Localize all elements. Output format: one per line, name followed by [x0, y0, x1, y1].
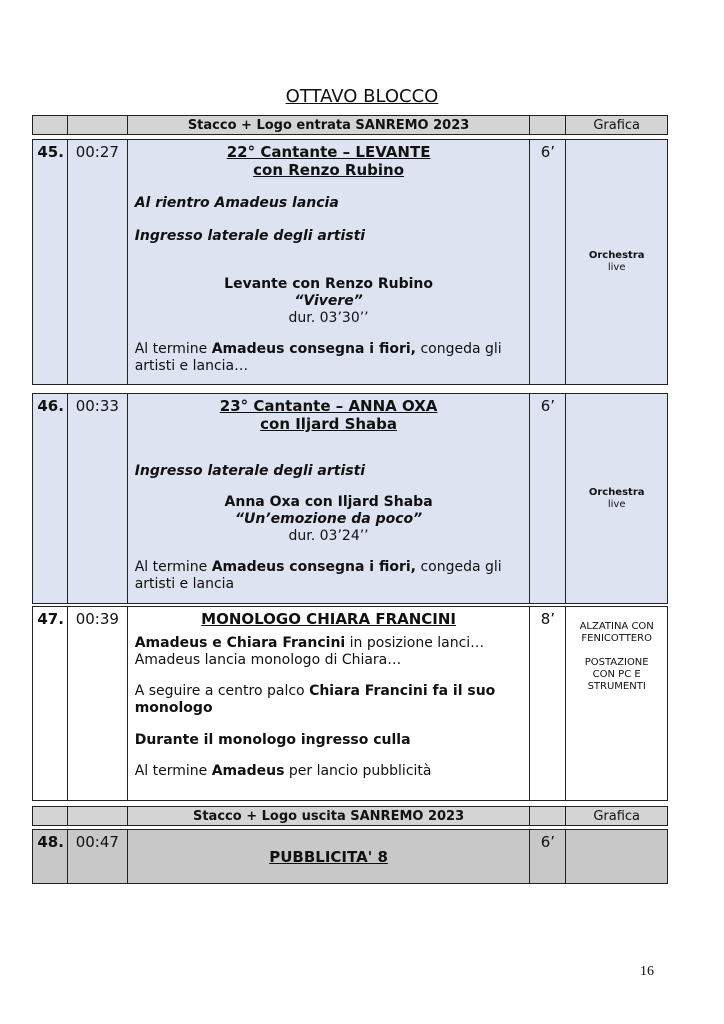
cell-empty — [530, 116, 566, 134]
row-notes — [566, 140, 667, 384]
row-content — [128, 830, 531, 883]
row-content — [128, 140, 531, 384]
para-bold: Amadeus e Chiara Francini — [134, 635, 346, 651]
cell-empty — [68, 807, 128, 825]
paragraph — [135, 683, 523, 717]
closing-bold: Amadeus consegna i fiori, — [211, 559, 416, 575]
para-text: Al termine — [134, 763, 212, 779]
stacco-uscita-label: Stacco + Logo uscita SANREMO 2023 — [128, 807, 531, 825]
closing-bold: Amadeus consegna i fiori, — [211, 341, 416, 357]
row-time: 00:39 — [68, 607, 128, 800]
note-bold: Orchestra — [588, 486, 645, 498]
cell-empty — [68, 116, 128, 134]
paragraph: Durante il monologo ingresso culla — [134, 732, 411, 748]
song-artist: Anna Oxa con Iljard Shaba — [224, 494, 433, 510]
stacco-uscita-note: Grafica — [593, 808, 640, 824]
cell-empty — [33, 807, 68, 825]
para-text: in posizione lanci… — [345, 635, 485, 651]
row-duration: 6’ — [530, 394, 566, 603]
row-notes — [566, 607, 667, 800]
rundown-row-47 — [32, 606, 668, 801]
para-text: A seguire a centro palco — [134, 683, 310, 699]
row-content — [128, 394, 531, 603]
row-subtitle: con Iljard Shaba — [260, 415, 398, 433]
note-text: POSTAZIONE CON PC E STRUMENTI — [584, 657, 649, 692]
stacco-entrata-note: Grafica — [593, 117, 640, 133]
row-time: 00:27 — [68, 140, 128, 384]
row-number: 47. — [33, 607, 68, 800]
closing-text: congeda gli artisti e lancia… — [134, 341, 502, 374]
song-duration: dur. 03’24’’ — [288, 528, 369, 544]
note-text: live — [607, 498, 626, 510]
song-block — [135, 276, 523, 327]
row-title: 22° Cantante – LEVANTE — [226, 143, 431, 161]
rundown-row-48 — [32, 829, 668, 884]
cue-line: Ingresso laterale degli artisti — [134, 228, 366, 244]
paragraph — [135, 635, 523, 652]
song-duration: dur. 03’30’’ — [288, 310, 369, 326]
note-bold: Orchestra — [588, 250, 645, 261]
paragraph-line: Amadeus lancia monologo di Chiara… — [134, 652, 402, 668]
rundown-row-45 — [32, 139, 668, 385]
row-number: 46. — [33, 394, 68, 603]
row-title: MONOLOGO CHIARA FRANCINI — [201, 610, 457, 628]
row-content — [128, 607, 531, 800]
row-number: 45. — [33, 140, 68, 384]
row-duration: 8’ — [530, 607, 566, 800]
paragraph — [135, 763, 523, 780]
row-notes — [566, 394, 667, 603]
cue-line: Al rientro Amadeus lancia — [134, 195, 339, 211]
row-duration: 6’ — [530, 140, 566, 384]
para-bold: Chiara Francini fa il suo monologo — [134, 683, 496, 716]
stacco-entrata-row — [32, 115, 668, 135]
cell-empty — [566, 830, 667, 883]
song-block — [135, 494, 523, 545]
stacco-entrata-label: Stacco + Logo entrata SANREMO 2023 — [128, 116, 531, 134]
cell-empty — [33, 116, 68, 134]
para-bold: Amadeus — [211, 763, 285, 779]
closing-text: congeda gli artisti e lancia — [134, 559, 502, 592]
row-title: PUBBLICITA' 8 — [269, 848, 388, 866]
row-subtitle: con Renzo Rubino — [253, 161, 405, 179]
note-text: ALZATINA CON FENICOTTERO — [579, 621, 654, 644]
closing-cue — [135, 341, 523, 375]
stacco-uscita-row — [32, 806, 668, 826]
song-title: “Un’emozione da poco” — [234, 511, 423, 527]
cue-line: Ingresso laterale degli artisti — [134, 463, 366, 479]
closing-cue — [135, 559, 523, 593]
row-number: 48. — [33, 830, 68, 883]
row-title: 23° Cantante – ANNA OXA — [219, 397, 438, 415]
rundown-row-46 — [32, 393, 668, 604]
note-text: live — [607, 262, 626, 273]
row-time: 00:47 — [68, 830, 128, 883]
row-duration: 6’ — [530, 830, 566, 883]
song-title: “Vivere” — [294, 293, 363, 309]
cell-empty — [530, 807, 566, 825]
para-text: per lancio pubblicità — [284, 763, 432, 779]
block-heading: OTTAVO BLOCCO — [285, 86, 439, 107]
closing-text: Al termine — [134, 559, 212, 575]
closing-text: Al termine — [134, 341, 212, 357]
song-artist: Levante con Renzo Rubino — [224, 276, 433, 292]
page-number: 16 — [640, 964, 654, 979]
row-time: 00:33 — [68, 394, 128, 603]
